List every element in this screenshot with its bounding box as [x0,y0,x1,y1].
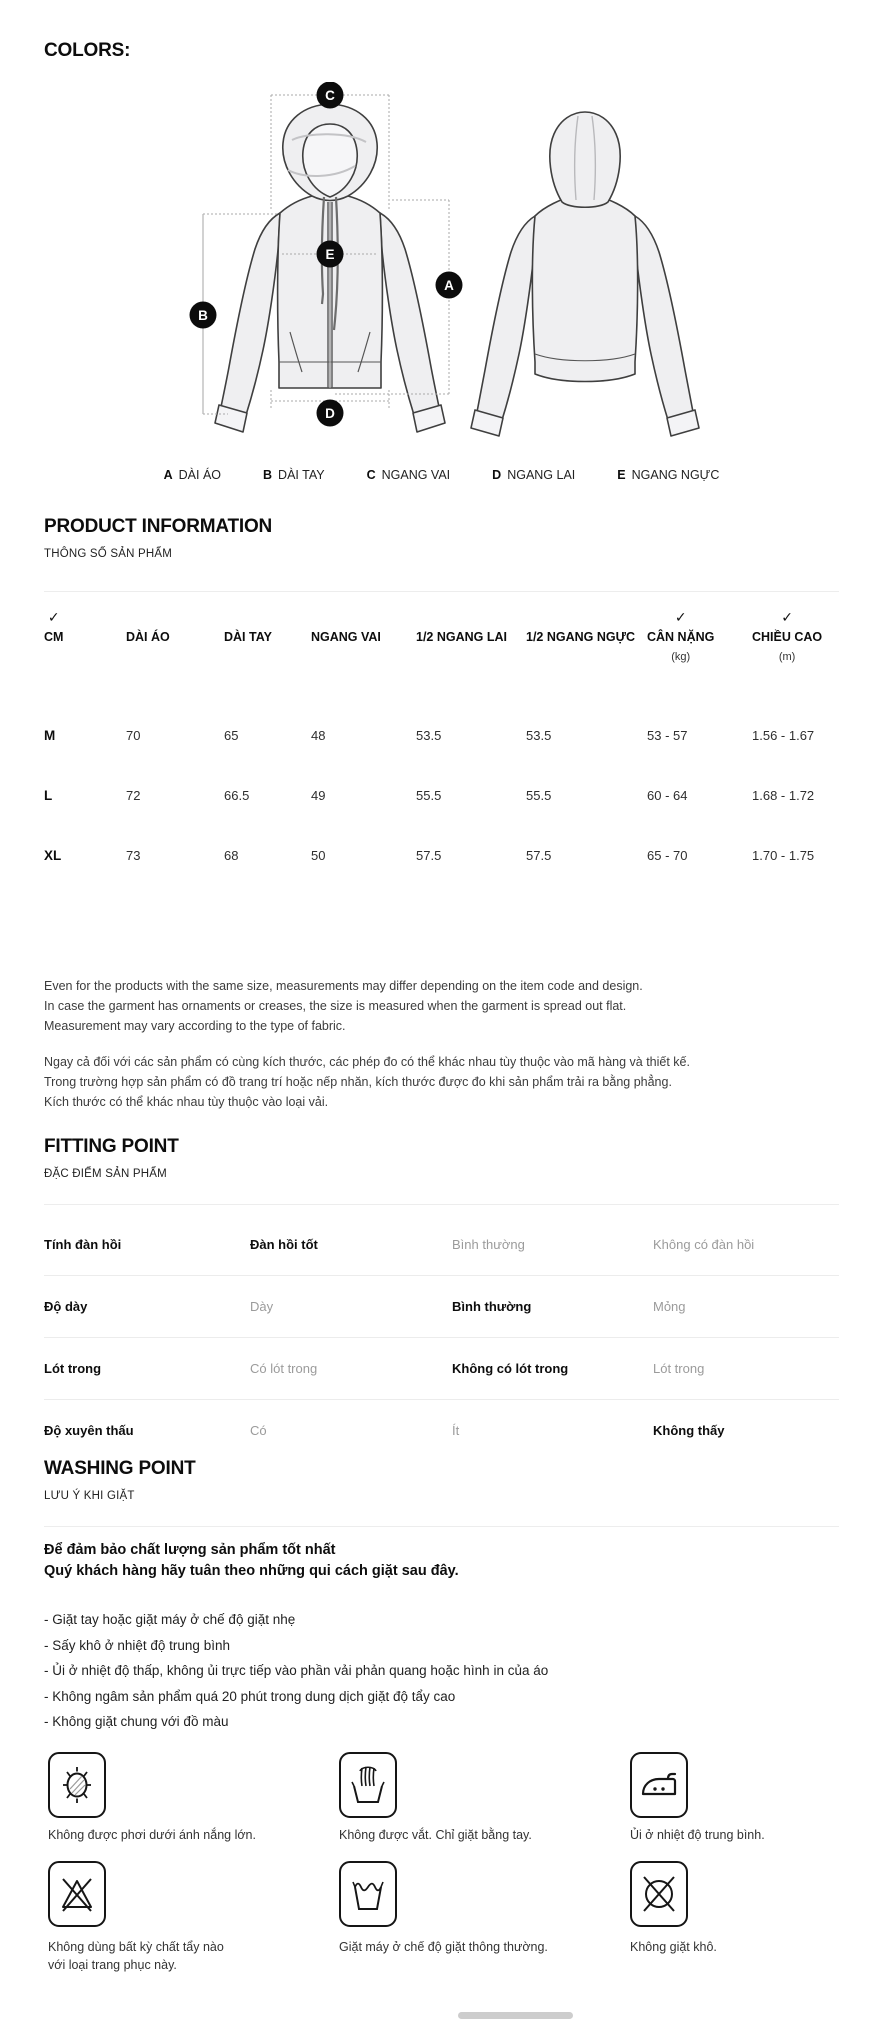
fitting-point-title: FITTING POINT [44,1136,179,1157]
marker-b: B [198,308,208,323]
divider [44,1204,839,1205]
divider [44,1526,839,1527]
washing-point-title: WASHING POINT [44,1458,196,1479]
legend-item-d: D NGANG LAI [492,468,576,482]
care-caption: Ủi ở nhiệt độ trung bình. [630,1828,765,1842]
fitting-row-lining: Lót trong Có lót trong Không có lót trong Lót trong [44,1338,839,1400]
iron-medium-heat-icon [630,1752,688,1818]
size-row-m: M 70 65 48 53.5 53.5 53 - 57 1.56 - 1.67 [44,728,815,743]
machine-wash-normal-icon [339,1861,397,1927]
washing-rules [44,1607,548,1735]
washing-rule: - Không ngâm sản phẩm quá 20 phút trong dung dịch giặt độ tẩy cao [44,1688,456,1704]
marker-a: A [444,278,454,293]
legend-item-b: B DÀI TAY [263,468,325,482]
no-bleach-icon [48,1861,106,1927]
fitting-row-elasticity: Tính đàn hồi Đàn hồi tốt Bình thường Không có đàn hồi [44,1214,839,1276]
size-table-header [44,606,847,665]
col-header-ngang-lai: 1/2 NGANG LAI [416,630,507,644]
no-sun-drying-icon [48,1752,106,1818]
washing-intro: Để đảm bảo chất lượng sản phẩm tốt nhất Quý khách hàng hãy tuân theo những qui cách giặt sau đây. [44,1542,459,1579]
fitting-row-thickness: Độ dày Dày Bình thường Mỏng [44,1276,839,1338]
washing-rule: - Giặt tay hoặc giặt máy ở chế độ giặt nhẹ [44,1612,296,1627]
hand-wash-only-icon [339,1752,397,1818]
product-information-title: PRODUCT INFORMATION [44,516,273,537]
colors-heading: COLORS: [44,40,131,61]
size-row-xl: XL 73 68 50 57.5 57.5 65 - 70 1.70 - 1.75 [44,848,815,863]
care-caption: Không dùng bất kỳ chất tẩy nào với loại trang phục này. [48,1940,224,1972]
col-header-ngang-nguc: 1/2 NGANG NGỰC [526,630,635,644]
size-row-l: L 72 66.5 49 55.5 55.5 60 - 64 1.68 - 1.72 [44,788,815,803]
marker-d: D [325,406,335,421]
measurement-notes-vi: Ngay cả đối với các sản phẩm có cùng kích thước, các phép đo có thể khác nhau tùy thuộc vào mã hàng và thiết kế. Trong trường hợp sản phẩm có đồ trang trí hoặc nếp nhăn, kích thước được đo khi sản phẩm trải ra bằng phẳng. Kích thước có thể khác nhau tùy thuộc vào loại vải. [44,1055,690,1109]
hoodie-back [471,112,699,436]
product-information-subtitle: THÔNG SỐ SẢN PHẨM [44,548,172,560]
measurement-legend [0,468,883,482]
col-header-chieu-cao: ✓ CHIỀU CAO (m) [752,609,823,663]
washing-point-subtitle: LƯU Ý KHI GIẶT [44,1490,135,1502]
divider [44,591,839,592]
legend-item-a: A DÀI ÁO [163,468,222,482]
care-caption: Không được vắt. Chỉ giặt bằng tay. [339,1828,532,1842]
col-header-can-nang: ✓ CÂN NẶNG (kg) [647,609,715,663]
legend-item-c: C NGANG VAI [366,468,451,482]
care-caption: Không giặt khô. [630,1940,717,1954]
legend-item-e: E NGANG NGỰC [617,468,720,482]
size-measurement-diagram [130,82,730,456]
col-header-dai-ao: DÀI ÁO [126,630,170,644]
col-header-dai-tay: DÀI TAY [224,630,272,644]
scrollbar-thumb[interactable] [458,2012,573,2019]
washing-rule: - Không giặt chung với đồ màu [44,1714,229,1729]
fitting-table [44,1214,839,1461]
col-header-cm: ✓ CM [44,609,64,644]
col-header-ngang-vai: NGANG VAI [311,630,381,644]
no-dry-clean-icon [630,1861,688,1927]
washing-rule: - Ủi ở nhiệt độ thấp, không ủi trực tiếp vào phần vải phản quang hoặc hình in của áo [44,1663,549,1678]
marker-e: E [325,247,335,262]
fitting-row-transparency: Độ xuyên thấu Có Ít Không thấy [44,1423,725,1438]
marker-c: C [325,88,335,103]
care-caption: Giặt máy ở chế độ giặt thông thường. [339,1940,548,1954]
measurement-notes-en: Even for the products with the same size, measurements may differ depending on the item code and design. In case the garment has ornaments or creases, the size is measured when the garment is spread out flat. Measurement may vary according to the type of fabric. [44,979,643,1033]
washing-rule: - Sấy khô ở nhiệt độ trung bình [44,1637,230,1653]
fitting-point-subtitle: ĐẶC ĐIỂM SẢN PHẨM [44,1168,167,1180]
care-caption: Không được phơi dưới ánh nắng lớn. [48,1828,256,1842]
